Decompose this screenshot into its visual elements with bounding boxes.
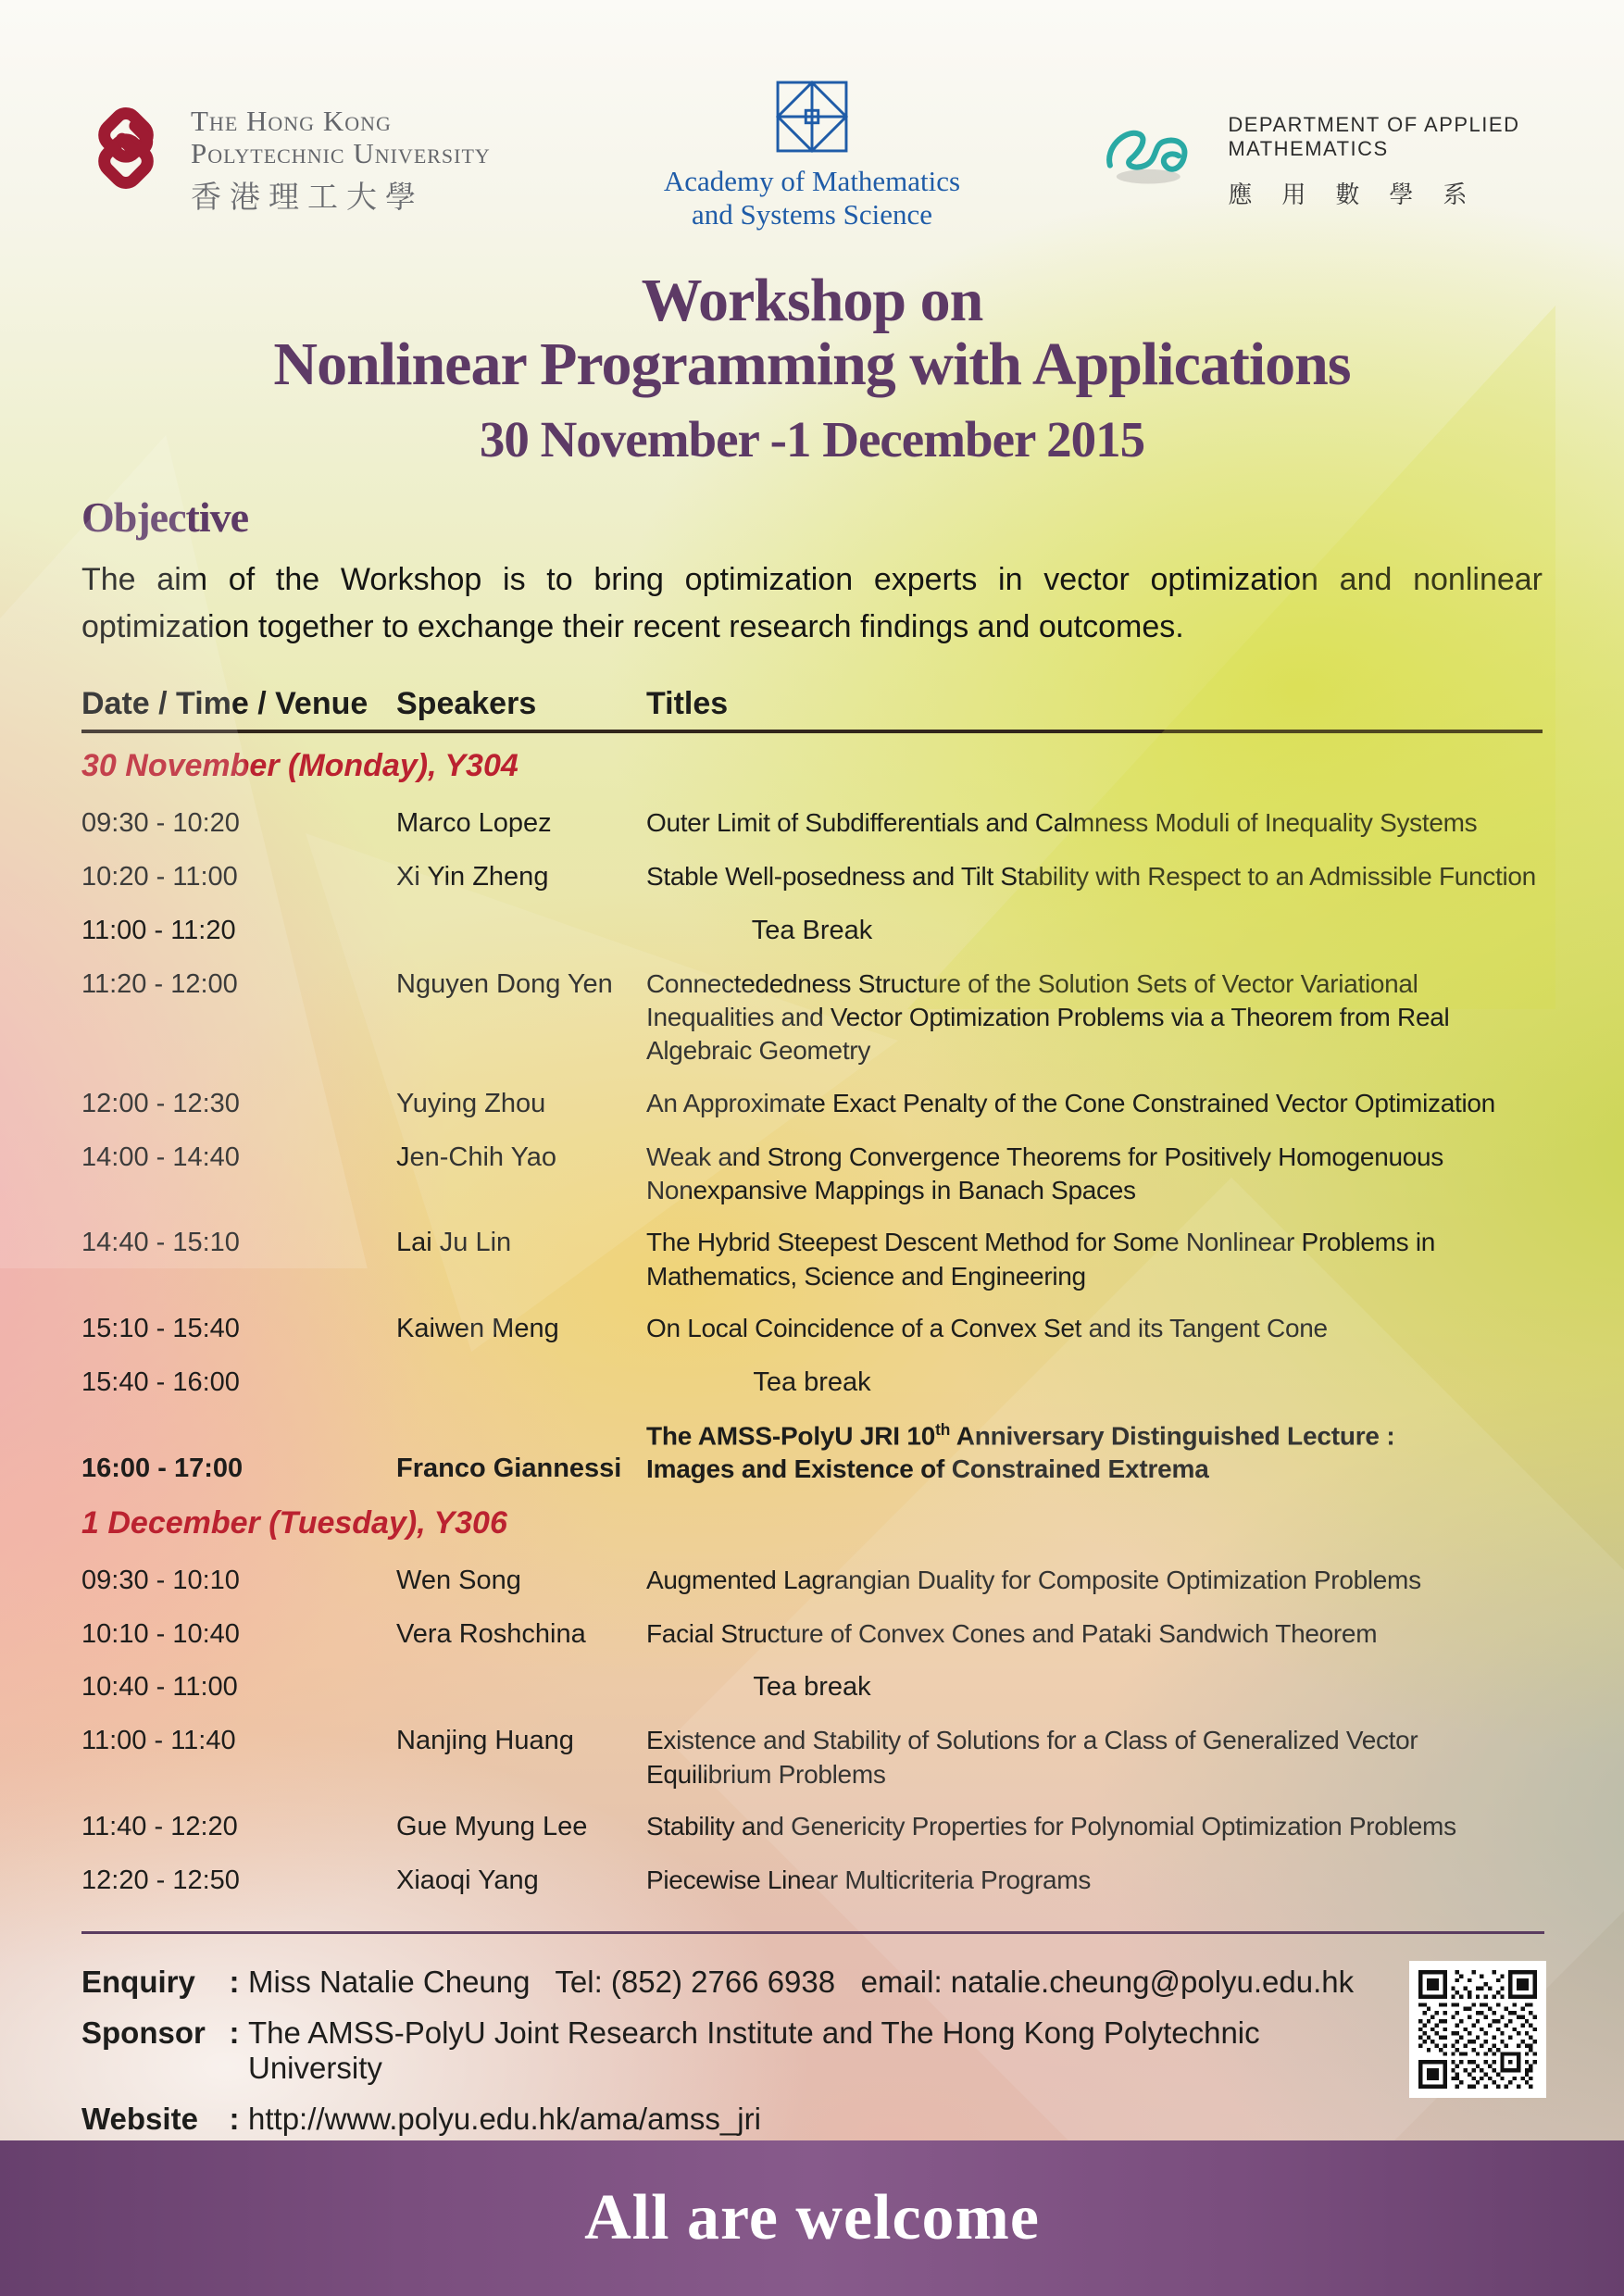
time-cell: 10:10 - 10:40 (81, 1618, 240, 1649)
polyu-name-chinese: 香港理工大學 (191, 181, 424, 216)
amss-logo-mark (773, 78, 851, 156)
schedule-row (81, 1141, 1543, 1208)
welcome-banner-text: All are welcome (584, 2182, 1040, 2253)
ama-logo (1104, 104, 1624, 210)
enquiry-value: Miss Natalie Cheung Tel: (852) 2766 6938 email: natalie.cheung@polyu.edu.hk (248, 1965, 1355, 1999)
time-cell: 10:40 - 11:00 (81, 1672, 238, 1703)
time-cell: 09:30 - 10:20 (81, 808, 240, 839)
time-cell: 11:00 - 11:20 (81, 915, 236, 945)
website-label: Website (81, 2102, 198, 2136)
welcome-banner (0, 2140, 1624, 2296)
enquiry-colon: : (229, 1965, 240, 1999)
speaker-cell: Xi Yin Zheng (396, 861, 549, 892)
ama-logo-mark (1104, 119, 1206, 196)
speaker-cell: Franco Giannessi (396, 1454, 622, 1484)
column-header-speakers: Speakers (396, 686, 537, 722)
workshop-title-line2: Nonlinear Programming with Applications (273, 331, 1351, 398)
schedule-row (81, 967, 1543, 1068)
schedule-row (81, 1724, 1543, 1791)
sponsor-label: Sponsor (81, 2015, 206, 2050)
polyu-name-line1: The Hong Kong (191, 105, 392, 137)
title-cell: Weak and Strong Convergence Theorems for Positively Homogenuous Nonexpansive Mappings in Banach Spaces (646, 1142, 1443, 1204)
time-cell: 11:40 - 12:20 (81, 1812, 238, 1842)
title-cell: Facial Structure of Convex Cones and Pataki Sandwich Theorem (646, 1618, 1378, 1648)
schedule-row-break (81, 1366, 1543, 1401)
schedule-row (81, 1226, 1543, 1293)
title-line2: Images and Existence of Constrained Extrema (646, 1454, 1209, 1484)
qr-code (1409, 1961, 1546, 2098)
speaker-cell: Wen Song (396, 1565, 521, 1595)
schedule-table (81, 686, 1543, 1898)
time-cell: 14:00 - 14:40 (81, 1142, 240, 1172)
break-label: Tea Break (751, 915, 873, 945)
workshop-title-line1: Workshop on (641, 267, 983, 334)
objective-section (81, 493, 1543, 651)
time-cell: 12:00 - 12:30 (81, 1088, 240, 1118)
session-heading: 30 November (Monday), Y304 (81, 748, 518, 784)
schedule-row (81, 1617, 1543, 1653)
title-cell: Piecewise Linear Multicriteria Programs (646, 1865, 1092, 1894)
title-line1: The AMSS-PolyU JRI 10th Anniversary Distinguished Lecture : (646, 1419, 1395, 1451)
workshop-dates: 30 November -1 December 2015 (479, 411, 1145, 468)
sponsor-colon: : (229, 2015, 240, 2050)
enquiry-label: Enquiry (81, 1965, 195, 1999)
time-cell: 16:00 - 17:00 (81, 1454, 244, 1484)
break-label: Tea break (753, 1366, 871, 1397)
schedule-header-row (81, 686, 1543, 722)
time-cell: 10:20 - 11:00 (81, 861, 238, 892)
website-line (81, 2102, 1387, 2137)
speaker-cell: Lai Ju Lin (396, 1228, 512, 1258)
schedule-row (81, 1087, 1543, 1122)
enquiry-line (81, 1965, 1387, 2000)
title-cell: The Hybrid Steepest Descent Method for Some Nonlinear Problems in Mathematics, Science and Engineering (646, 1228, 1436, 1291)
speaker-cell: Nanjing Huang (396, 1726, 574, 1756)
sponsor-value: The AMSS-PolyU Joint Research Institute and The Hong Kong Polytechnic University (248, 2015, 1268, 2085)
speaker-cell: Vera Roshchina (396, 1618, 586, 1649)
ama-logo-text (1228, 113, 1624, 210)
objective-text: The aim of the Workshop is to bring optimization experts in vector optimization and nonlinear optimization together to exchange their recent research findings and outcomes. (81, 562, 1543, 645)
time-cell: 15:10 - 15:40 (81, 1314, 240, 1344)
amss-name-line1: Academy of Mathematics (663, 165, 961, 197)
schedule-header-rule (81, 730, 1543, 733)
footer-rule (81, 1931, 1544, 1934)
time-cell: 11:20 - 12:00 (81, 968, 238, 999)
schedule-body (81, 748, 1543, 1898)
ama-name-line1: DEPARTMENT OF APPLIED MATHEMATICS (1228, 113, 1520, 160)
schedule-row (81, 1564, 1543, 1599)
sponsor-line (81, 2015, 1387, 2086)
schedule-row (81, 806, 1543, 842)
break-label: Tea break (753, 1672, 871, 1703)
time-cell: 14:40 - 15:10 (81, 1228, 240, 1258)
schedule-row (81, 1419, 1543, 1487)
time-cell: 15:40 - 16:00 (81, 1366, 240, 1397)
speaker-cell: Yuying Zhou (396, 1088, 546, 1118)
session-heading: 1 December (Tuesday), Y306 (81, 1504, 507, 1541)
schedule-row-break (81, 914, 1543, 949)
website-value: http://www.polyu.edu.hk/ama/amss_jri (248, 2102, 761, 2136)
speaker-cell: Xiaoqi Yang (396, 1865, 539, 1895)
time-cell: 09:30 - 10:10 (81, 1565, 240, 1595)
schedule-row-break (81, 1670, 1543, 1705)
speaker-cell: Jen-Chih Yao (396, 1142, 557, 1172)
speaker-cell: Kaiwen Meng (396, 1314, 559, 1344)
speaker-cell: Nguyen Dong Yen (396, 968, 613, 999)
title-cell: On Local Coincidence of a Convex Set and its Tangent Cone (646, 1314, 1328, 1343)
title-cell (646, 1419, 1543, 1487)
objective-heading: Objective (81, 493, 249, 542)
speaker-cell: Gue Myung Lee (396, 1812, 588, 1842)
title-cell: Outer Limit of Subdifferentials and Calmness Moduli of Inequality Systems (646, 808, 1478, 838)
speaker-cell: Marco Lopez (396, 808, 552, 839)
footer-contact (81, 1965, 1387, 2152)
title-cell: Augmented Lagrangian Duality for Composite Optimization Problems (646, 1565, 1421, 1594)
time-cell: 11:00 - 11:40 (81, 1726, 236, 1756)
column-header-titles: Titles (646, 686, 729, 722)
title-cell: Stability and Genericity Properties for Polynomial Optimization Problems (646, 1812, 1456, 1841)
amss-logo-text (664, 165, 960, 231)
ama-name-chinese: 應用數學系 (1228, 181, 1497, 208)
time-cell: 12:20 - 12:50 (81, 1865, 240, 1895)
title-cell: An Approximate Exact Penalty of the Cone Constrained Vector Optimization (646, 1088, 1495, 1117)
schedule-row (81, 1810, 1543, 1845)
schedule-row (81, 1312, 1543, 1347)
title-cell: Connectededness Structure of the Solution Sets of Vector Variational Inequalities and Vector Optimization Problems via a Theorem from Real Algebraic Geometry (646, 968, 1450, 1066)
title-cell: Stable Well-posedness and Tilt Stability with Respect to an Admissible Function (646, 861, 1536, 891)
title-cell: Existence and Stability of Solutions for a Class of Generalized Vector Equilibrium Problems (646, 1726, 1418, 1789)
polyu-name-line2: Polytechnic University (191, 136, 491, 169)
column-header-date: Date / Time / Venue (81, 686, 369, 722)
schedule-row (81, 1864, 1543, 1899)
amss-name-line2: and Systems Science (691, 197, 932, 231)
header-logos (0, 0, 1624, 259)
schedule-row (81, 860, 1543, 895)
website-colon: : (229, 2102, 240, 2136)
